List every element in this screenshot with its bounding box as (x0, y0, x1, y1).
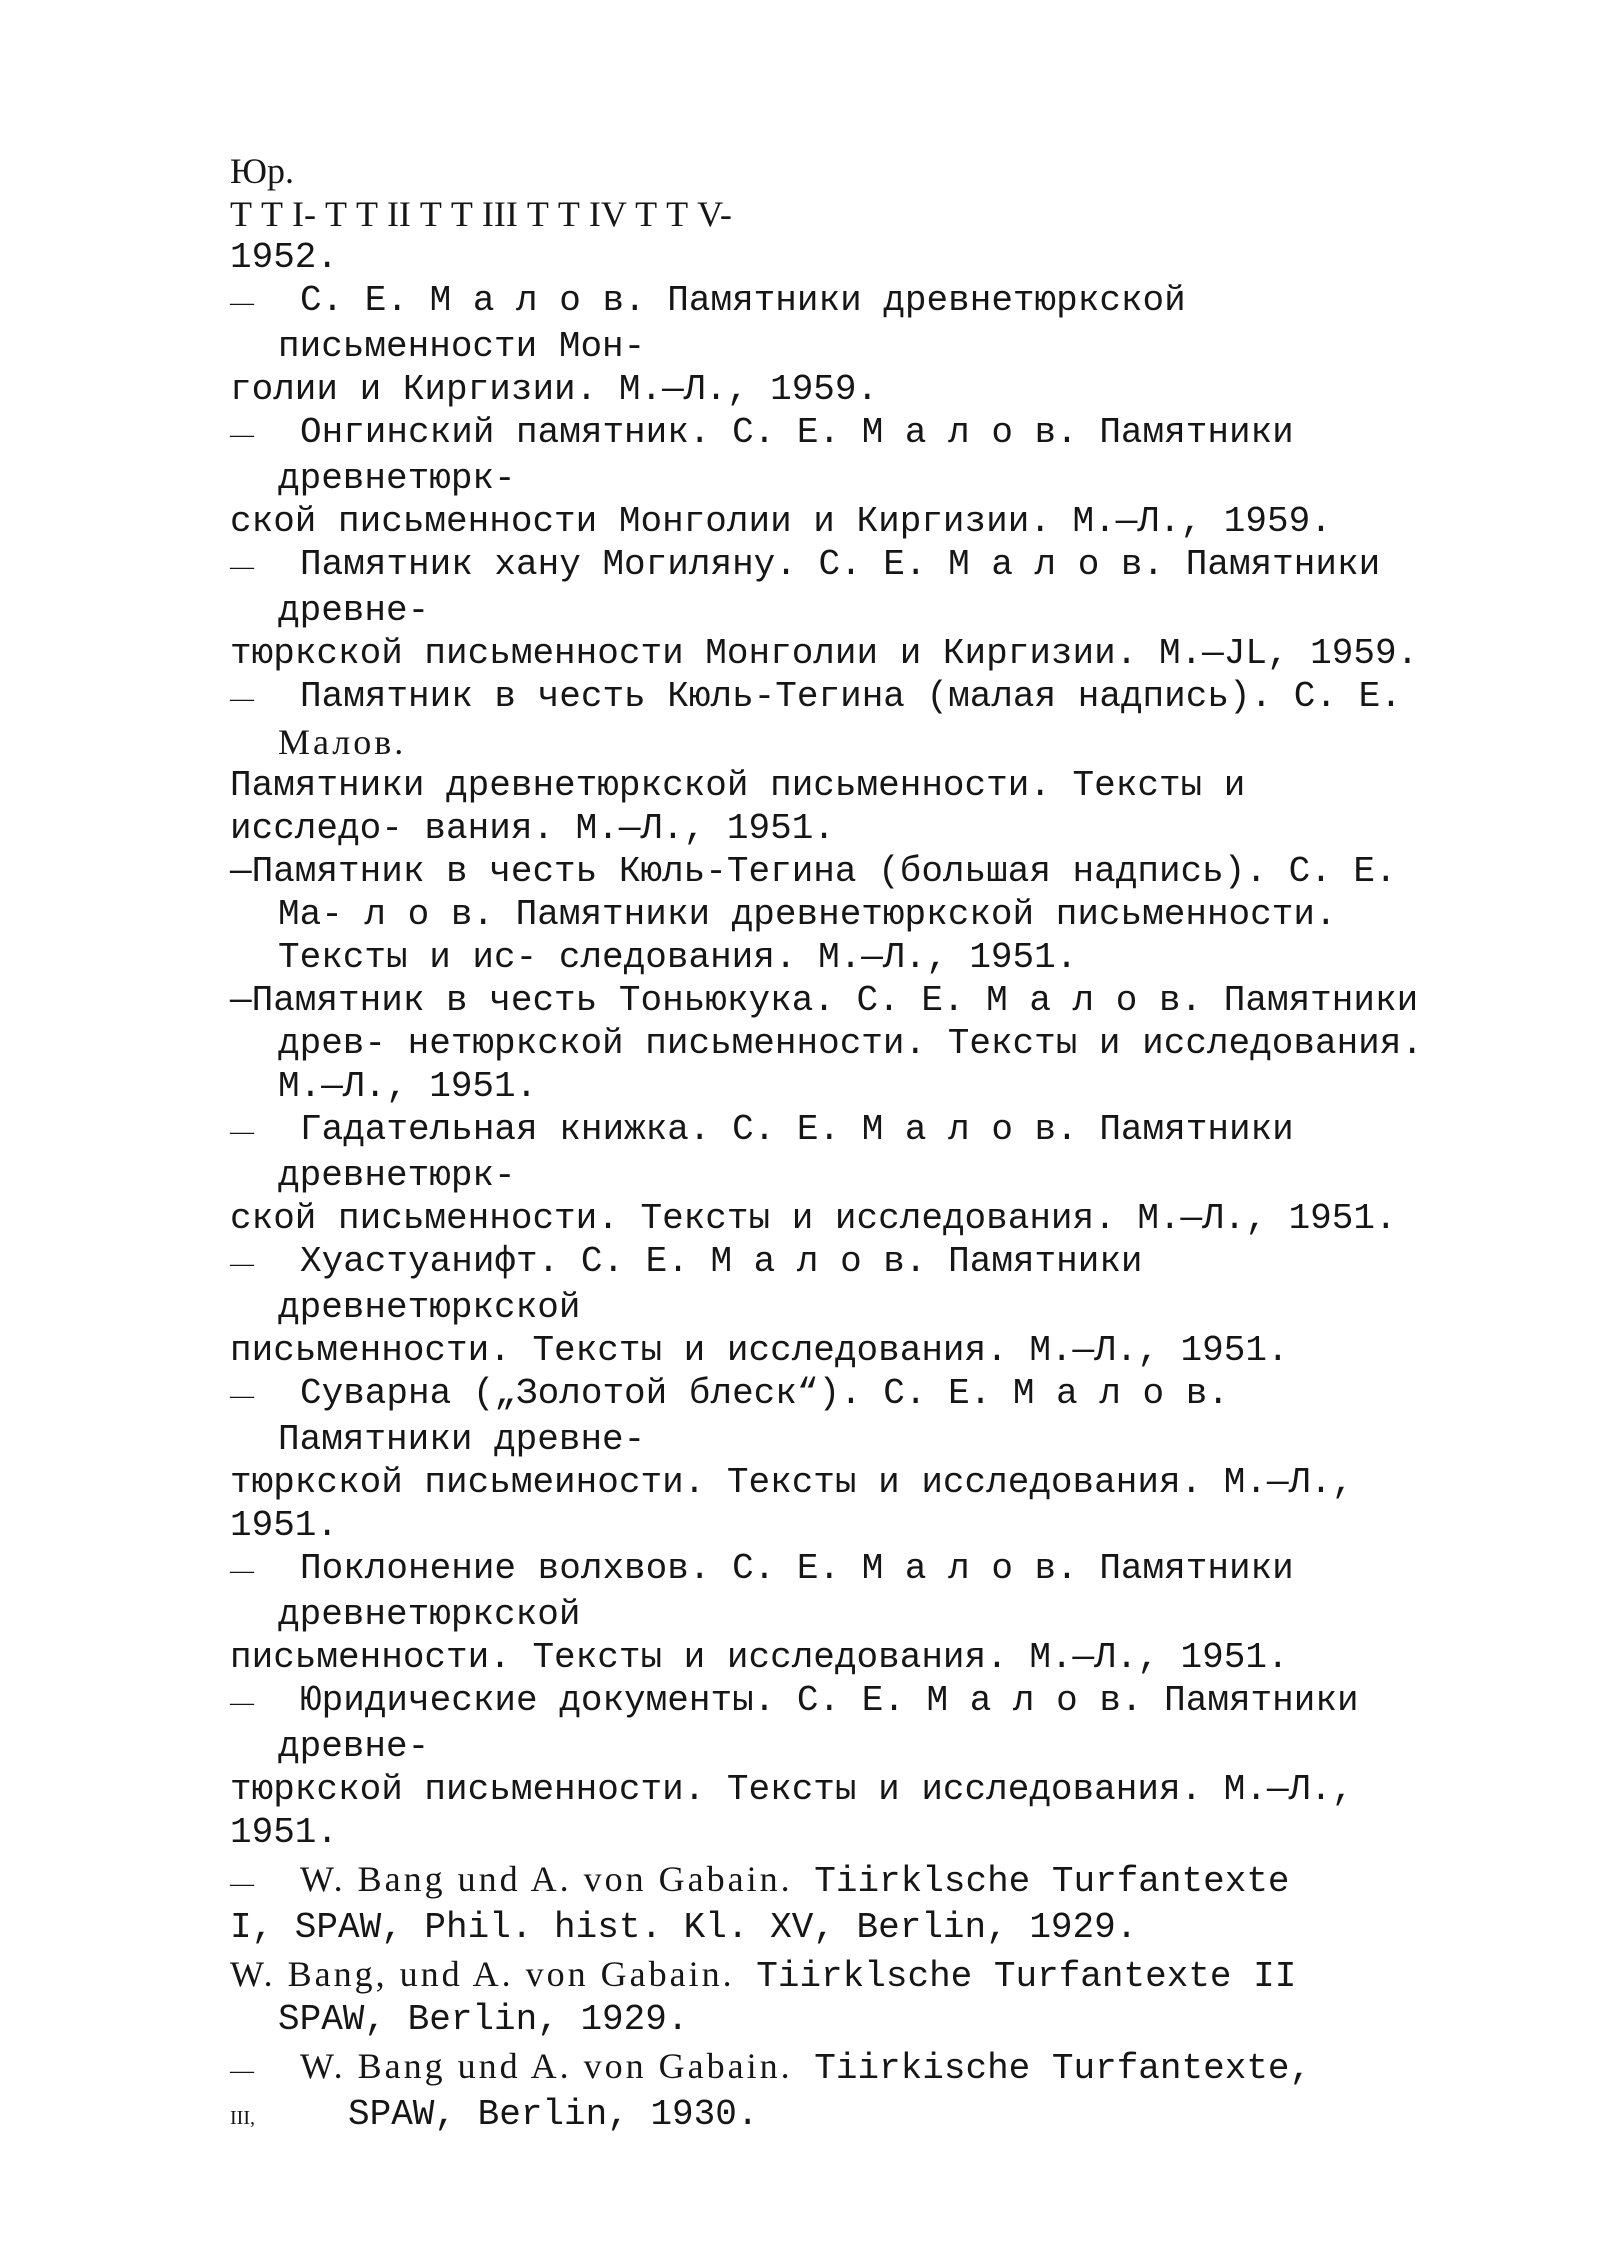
entry-line: — Хуастуанифт. С. Е. М а л о в. Памятники (230, 1240, 1530, 1286)
bibliography-page (230, 150, 1530, 2140)
entry-line: — W. Bang und A. von Gabain. Tiirkische Turfantexte, (230, 2045, 1530, 2093)
entry-line: тюркской письменности. Тексты и исследования. М.—Л., (230, 1769, 1354, 1810)
entry-line: письменности. Тексты и исследования. М.—Л., 1951. (230, 1330, 1289, 1371)
entry-line: — Гадательная книжка. С. Е. М а л о в. Памятники (230, 1108, 1530, 1154)
author-name: W. Bang und A. von Gabain. (300, 2046, 793, 2086)
entry-line: III, SPAW, Berlin, 1930. (230, 2093, 1530, 2140)
entry-line: древнетюрк- (278, 458, 516, 499)
entry-line: древнетюрк- (278, 1155, 516, 1196)
dash-marker: — (230, 1558, 254, 1584)
entry-line: — Поклонение волхвов. С. Е. М а л о в. Памятники (230, 1547, 1530, 1593)
entry-line: Памятники древнетюркской письменности. Тексты и (230, 765, 1246, 806)
entry-line: — Памятник хану Могиляну. С. Е. М а л о в. Памятники (230, 543, 1530, 589)
dash-marker: — (230, 1871, 254, 1897)
year-line: 1952. (230, 237, 339, 278)
dash-marker: — (230, 290, 254, 316)
entry-line: — Суварна („Золотой блеск“). С. Е. М а л о в. (230, 1372, 1530, 1418)
entry-line: письменности Мон- (278, 326, 646, 367)
dash-marker: — (230, 2058, 254, 2084)
entry-line: ской письменности Монголии и Киргизии. М.—Л., 1959. (230, 501, 1332, 542)
dash-marker: — (230, 554, 254, 580)
entry-line: 1951. (230, 1812, 339, 1853)
entry-line: Малов. (278, 722, 407, 762)
entry-line: исследо- вания. М.—Л., 1951. (230, 808, 835, 849)
author-name: W. Bang, und A. von Gabain. (230, 1954, 735, 1994)
header-abbrev: Юр. (230, 151, 295, 191)
entry-line: древне- (278, 1726, 430, 1767)
entry-line: W. Bang, und A. von Gabain. Tiirklsche Turfantexte II (230, 1954, 1297, 1997)
dash-marker: — (230, 686, 254, 712)
dash-marker: — (230, 1690, 254, 1716)
author-name: W. Bang und A. von Gabain. (300, 1859, 793, 1899)
entry-line: письменности. Тексты и исследования. М.—Л., 1951. (230, 1637, 1289, 1678)
dash-marker: — (230, 422, 254, 448)
entry-line: Памятники древне- (278, 1419, 646, 1460)
dash-marker: — (230, 1251, 254, 1277)
entry-line: ской письменности. Тексты и исследования. М.—Л., 1951. (230, 1198, 1397, 1239)
entry-line: древ- нетюркской письменности. Тексты и исследования. (278, 1023, 1423, 1064)
entry-line: I, SPAW, Phil. hist. Kl. XV, Berlin, 1929. (230, 1907, 1138, 1948)
entry-line: тюркской письмеиности. Тексты и исследования. М.—Л., (230, 1462, 1354, 1503)
dash-marker: — (230, 1383, 254, 1409)
entry-line: голии и Киргизии. М.—Л., 1959. (230, 369, 879, 410)
entry-line: SPAW, Berlin, 1929. (278, 1999, 689, 2040)
entry-line: древнетюркской (278, 1287, 581, 1328)
entry-line: древнетюркской (278, 1594, 581, 1635)
volume-markers: Т Т I- Т Т II Т Т III Т Т IV Т Т V- (230, 194, 732, 234)
entry-line: Ма- л о в. Памятники древнетюркской письменности. (278, 894, 1337, 935)
entry-line: — W. Bang und A. von Gabain. Tiirklsche Turfantexte (230, 1858, 1530, 1906)
entry-line: М.—Л., 1951. (278, 1066, 538, 1107)
entry-line: — Памятник в честь Кюль-Тегина (малая надпись). С. Е. (230, 675, 1530, 721)
volume-prefix: III, (230, 2107, 255, 2129)
entry-line: —Памятник в честь Кюль-Тегина (большая надпись). С. Е. (230, 851, 1397, 892)
entry-line: — Юридические документы. С. Е. М а л о в. Памятники (230, 1679, 1530, 1725)
entry-line: тюркской письменности Монголии и Киргизии. М.—JL, 1959. (230, 633, 1419, 674)
entry-line: — Онгинский памятник. С. Е. М а л о в. Памятники (230, 411, 1530, 457)
dash-marker: — (230, 1119, 254, 1145)
entry-line: 1951. (230, 1505, 339, 1546)
entry-line: —Памятник в честь Тоньюкука. С. Е. М а л о в. Памятники (230, 980, 1419, 1021)
entry-line: древне- (278, 590, 430, 631)
entry-line: Тексты и ис- следования. М.—Л., 1951. (278, 937, 1078, 978)
entry-line: — С. Е. М а л о в. Памятники древнетюркской (230, 279, 1530, 325)
